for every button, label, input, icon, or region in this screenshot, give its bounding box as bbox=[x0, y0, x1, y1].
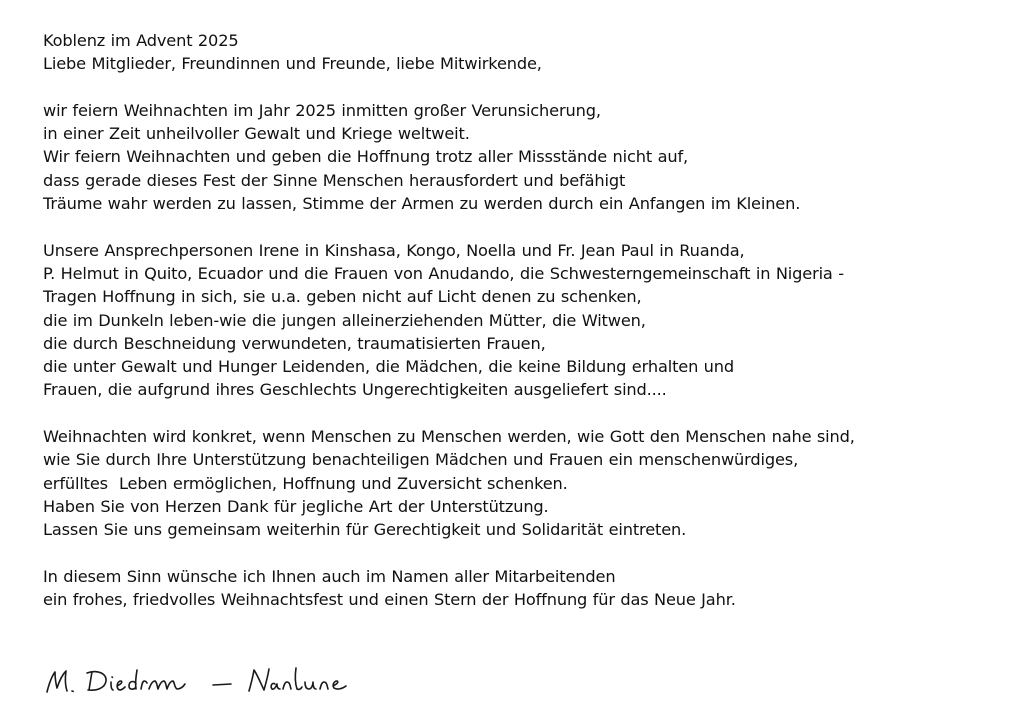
closing-line: ein frohes, friedvolles Weihnachtsfest und einen Stern der Hoffnung für das Neue Jahr. bbox=[43, 590, 736, 610]
paragraph-gap bbox=[43, 215, 1013, 238]
paragraph-line: Lassen Sie uns gemeinsam weiterhin für Gerechtigkeit und Solidarität eintreten. bbox=[43, 520, 687, 540]
paragraph-line: wir feiern Weihnachten im Jahr 2025 inmitten großer Verunsicherung, bbox=[43, 100, 601, 120]
paragraph-line: P. Helmut in Quito, Ecuador und die Frauen von Anudando, die Schwesterngemeinschaft in Nigeria - bbox=[43, 263, 844, 283]
paragraph-2 bbox=[43, 239, 1013, 402]
paragraph-line: Träume wahr werden zu lassen, Stimme der Armen zu werden durch ein Anfangen im Kleinen. bbox=[43, 194, 801, 214]
paragraph-line: Tragen Hoffnung in sich, sie u.a. geben nicht auf Licht denen zu schenken, bbox=[43, 287, 642, 307]
handwritten-signature bbox=[43, 662, 353, 704]
paragraph-line: wie Sie durch Ihre Unterstützung benachteiligen Mädchen und Frauen ein menschenwürdiges, bbox=[43, 450, 799, 470]
letter-body bbox=[43, 29, 1013, 611]
paragraph-line: erfülltes Leben ermöglichen, Hoffnung und Zuversicht schenken. bbox=[43, 473, 568, 493]
paragraph-line: Weihnachten wird konkret, wenn Menschen zu Menschen werden, wie Gott den Menschen nahe sind, bbox=[43, 427, 855, 447]
paragraph-line: Unsere Ansprechpersonen Irene in Kinshasa, Kongo, Noella und Fr. Jean Paul in Ruanda, bbox=[43, 240, 745, 260]
paragraph-line: Haben Sie von Herzen Dank für jegliche Art der Unterstützung. bbox=[43, 496, 549, 516]
paragraph-line: Frauen, die aufgrund ihres Geschlechts Ungerechtigkeiten ausgeliefert sind.... bbox=[43, 380, 667, 400]
paragraph-gap bbox=[43, 542, 1013, 565]
paragraph-gap bbox=[43, 402, 1013, 425]
salutation: Liebe Mitglieder, Freundinnen und Freunde, liebe Mitwirkende, bbox=[43, 54, 542, 74]
paragraph-line: Wir feiern Weihnachten und geben die Hoffnung trotz aller Missstände nicht auf, bbox=[43, 147, 688, 167]
paragraph-1 bbox=[43, 99, 1013, 215]
paragraph-3 bbox=[43, 425, 1013, 541]
paragraph-line: in einer Zeit unheilvoller Gewalt und Kriege weltweit. bbox=[43, 124, 470, 144]
closing-paragraph bbox=[43, 565, 1013, 612]
paragraph-line: die im Dunkeln leben-wie die jungen alleinerziehenden Mütter, die Witwen, bbox=[43, 310, 646, 330]
paragraph-line: dass gerade dieses Fest der Sinne Menschen herausfordert und befähigt bbox=[43, 170, 626, 190]
paragraph-gap bbox=[43, 76, 1013, 99]
place-date: Koblenz im Advent 2025 bbox=[43, 31, 239, 50]
signature-image bbox=[43, 662, 353, 704]
paragraph-line: die durch Beschneidung verwundeten, traumatisierten Frauen, bbox=[43, 333, 546, 353]
paragraph-line: die unter Gewalt und Hunger Leidenden, die Mädchen, die keine Bildung erhalten und bbox=[43, 357, 735, 377]
closing-line: In diesem Sinn wünsche ich Ihnen auch im Namen aller Mitarbeitenden bbox=[43, 566, 616, 586]
